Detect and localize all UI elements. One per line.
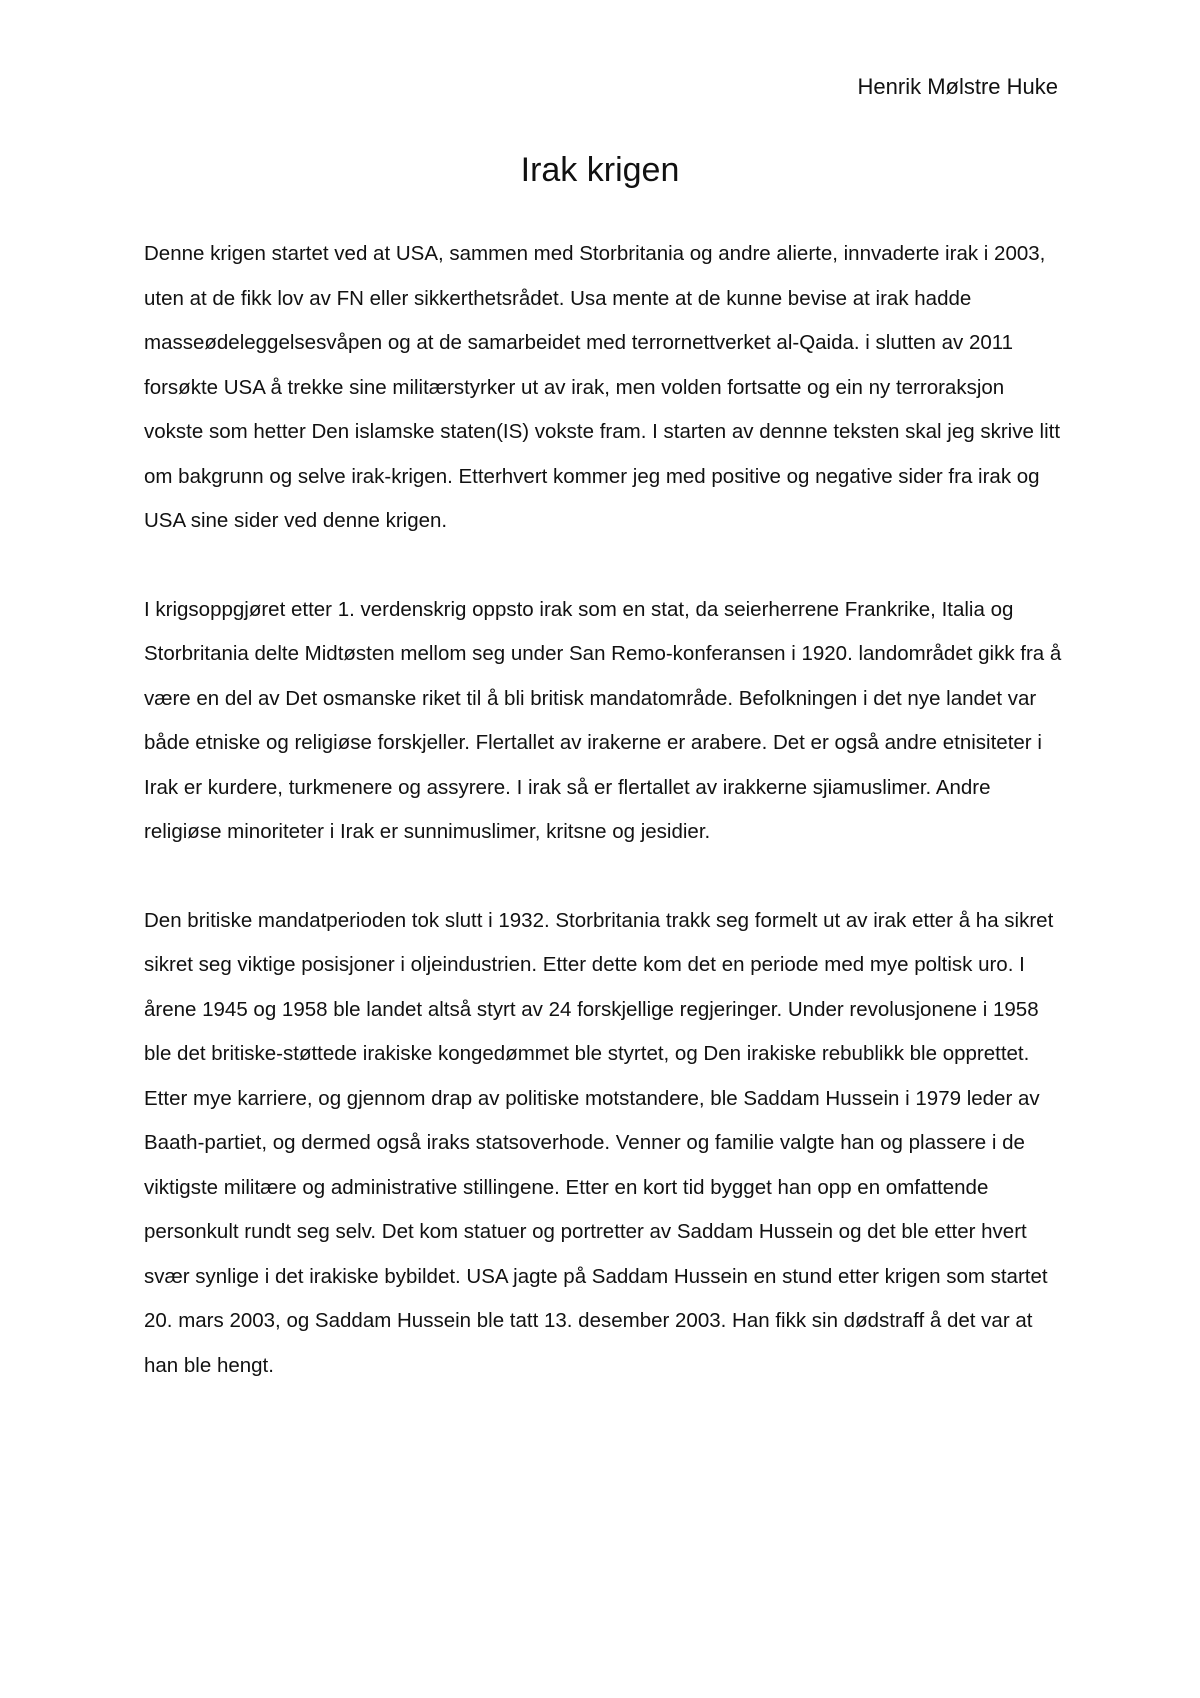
paragraph-history: Den britiske mandatperioden tok slutt i 1932. Storbritania trakk seg formelt ut av irak etter å ha sikret sikret seg viktige posisjoner i oljeindustrien. Etter dette kom det en periode med mye poltisk uro. I årene 1945 og 1958 ble landet altså styrt av 24 forskjellige regjeringer. Under revolusjonene i 1958 ble det britiske-støttede irakiske kongedømmet ble styrtet, og Den irakiske rebublikk ble opprettet. Etter mye karriere, og gjennom drap av politiske motstandere, ble Saddam Hussein i 1979 leder av Baath-partiet, og dermed også iraks statsoverhode. Venner og familie valgte han og plassere i de viktigste militære og administrative stillingene. Etter en kort tid bygget han opp en omfattende personkult rundt seg selv. Det kom statuer og portretter av Saddam Hussein og det ble etter hvert svær synlige i det irakiske bybildet. USA jagte på Saddam Hussein en stund etter krigen som startet 20. mars 2003, og Saddam Hussein ble tatt 13. desember 2003. Han fikk sin dødstraff å det var at han ble hengt. <box>144 908 1054 1377</box>
paragraph-intro: Denne krigen startet ved at USA, sammen med Storbritania og andre alierte, innvaderte irak i 2003, uten at de fikk lov av FN eller sikkerthetsrådet. Usa mente at de kunne bevise at irak hadde masseødeleggelsesvåpen og at de samarbeidet med terrornettverket al-Qaida. i slutten av 2011 forsøkte USA å trekke sine militærstyrker ut av irak, men volden fortsatte og ein ny terroraksjon vokste som hetter Den islamske staten(IS) vokste fram. I starten av dennne teksten skal jeg skrive litt om bakgrunn og selve irak-krigen. Etterhvert kommer jeg med positive og negative sider fra irak og USA sine sider ved denne krigen. <box>144 242 1061 532</box>
author-name: Henrik Mølstre Huke <box>857 74 1058 99</box>
document-title: Irak krigen <box>520 151 680 189</box>
document-body <box>144 232 1064 1432</box>
paragraph-background: I krigsoppgjøret etter 1. verdenskrig oppsto irak som en stat, da seierherrene Frankrike, Italia og Storbritania delte Midtøsten mellom seg under San Remo-konferansen i 1920. landområdet gikk fra å være en del av Det osmanske riket til å bli britisk mandatområde. Befolkningen i det nye landet var både etniske og religiøse forskjeller. Flertallet av irakerne er arabere. Det er også andre etnisiteter i Irak er kurdere, turkmenere og assyrere. I irak så er flertallet av irakkerne sjiamuslimer. Andre religiøse minoriteter i Irak er sunnimuslimer, kritsne og jesidier. <box>144 597 1062 843</box>
